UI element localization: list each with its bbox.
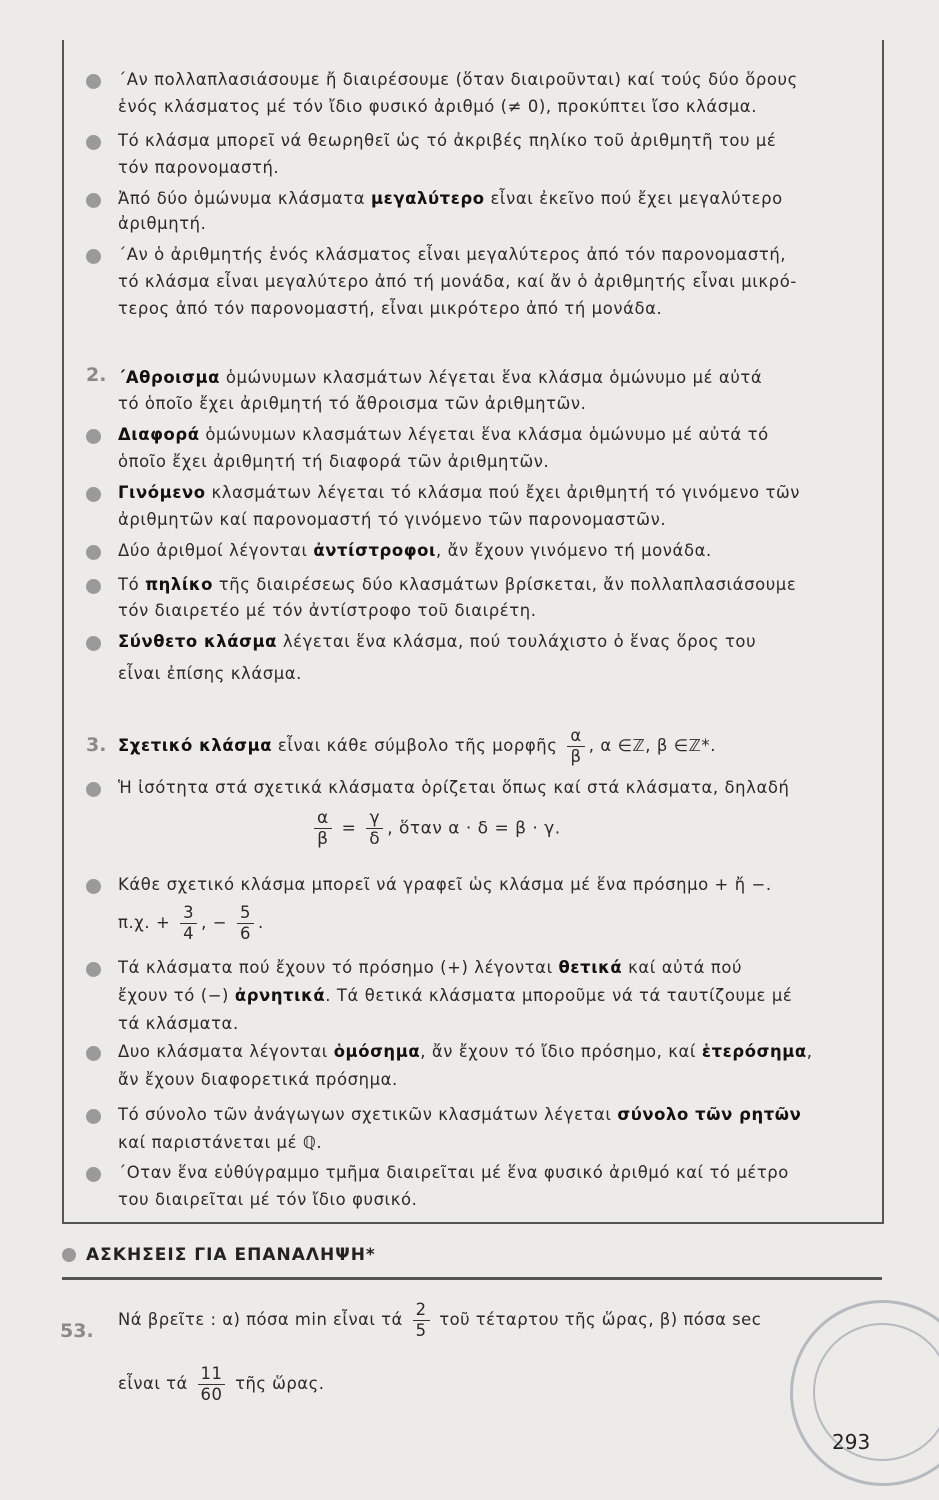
fraction: $\frac{2}{5}$: [413, 1300, 430, 1341]
bullet-icon: [86, 545, 101, 560]
fraction: $\frac{5}{6}$: [237, 903, 254, 944]
text-line: Διαφορά ὁμώνυμων κλασμάτων λέγεται ἕνα κλάσμα ὁμώνυμο μέ αὐτά τό: [118, 425, 769, 444]
text-line: καί παριστάνεται μέ ℚ.: [118, 1133, 323, 1152]
text-line: π.χ. + $\frac{3}{4}$ , − $\frac{5}{6}$ .: [118, 903, 264, 943]
fraction: $\frac{3}{4}$: [180, 903, 197, 944]
text-line: τόν παρονομαστή.: [118, 158, 280, 177]
fraction: $\frac{11}{60}$: [198, 1364, 226, 1405]
fraction: $\frac{\alpha}{\beta}$: [567, 726, 584, 767]
text-line: ἄν ἔχουν διαφορετικά πρόσημα.: [118, 1070, 398, 1089]
text-line: Ἡ ἰσότητα στά σχετικά κλάσματα ὁρίζεται ὅπως καί στά κλάσματα, δηλαδή: [118, 778, 790, 797]
text-line: Τά κλάσματα πού ἔχουν τό πρόσημο (+) λέγονται θετικά καί αὐτά πού: [118, 958, 743, 977]
text-line: ὁποῖο ἔχει ἀριθμητή τή διαφορά τῶν ἀριθμητῶν.: [118, 452, 550, 471]
exercise-line: Νά βρεῖτε : α) πόσα min εἶναι τά $\frac{2}{5}$ τοῦ τέταρτου τῆς ὥρας, β) πόσα sec: [118, 1300, 762, 1340]
library-stamp-icon: [790, 1300, 939, 1486]
text-line: ἀριθμητή.: [118, 214, 207, 233]
bullet-icon: [86, 1046, 101, 1061]
text-line: ἑνός κλάσματος μέ τόν ἴδιο φυσικό ἀριθμό (≠ 0), προκύπτει ἴσο κλάσμα.: [118, 97, 758, 116]
equality-formula: $\frac{\alpha}{\beta}$ = $\frac{\gamma}{\delta}$ , ὅταν α · δ = β · γ.: [310, 808, 561, 849]
bullet-icon: [62, 1248, 76, 1262]
bullet-icon: [86, 487, 101, 502]
text-line: τόν διαιρετέο μέ τόν ἀντίστροφο τοῦ διαιρέτη.: [118, 601, 537, 620]
bullet-icon: [86, 74, 101, 89]
divider: [62, 1277, 882, 1280]
text-line: Ἀπό δύο ὁμώνυμα κλάσματα μεγαλύτερο εἶναι ἐκεῖνο πού ἔχει μεγαλύτερο: [118, 189, 783, 208]
text-line: του διαιρεῖται μέ τόν ἴδιο φυσικό.: [118, 1190, 418, 1209]
page-number: 293: [832, 1430, 871, 1454]
exercise-line: εἶναι τά $\frac{11}{60}$ τῆς ὥρας.: [118, 1364, 325, 1404]
text-line: Τό κλάσμα μπορεῖ νά θεωρηθεῖ ὡς τό ἀκριβές πηλίκο τοῦ ἀριθμητῆ του μέ: [118, 131, 777, 150]
text-line: ΄Αν πολλαπλασιάσουμε ἤ διαιρέσουμε (ὅταν διαιροῦνται) καί τούς δύο ὅρους: [118, 70, 798, 89]
bullet-icon: [86, 1167, 101, 1182]
text-line: ΄Αν ὁ ἀριθμητής ἑνός κλάσματος εἶναι μεγαλύτερος ἀπό τόν παρονομαστή,: [118, 245, 787, 264]
text-line: τερος ἀπό τόν παρονομαστή, εἶναι μικρότερο ἀπό τή μονάδα.: [118, 299, 663, 318]
exercise-number: 53.: [60, 1320, 94, 1342]
text-line: Δύο ἀριθμοί λέγονται ἀντίστροφοι, ἄν ἔχουν γινόμενο τή μονάδα.: [118, 541, 712, 560]
fraction: $\frac{\alpha}{\beta}$: [314, 808, 332, 849]
text-line: ἔχουν τό (−) ἀρνητικά. Τά θετικά κλάσματα μποροῦμε νά τά ταυτίζουμε μέ: [118, 986, 793, 1005]
bullet-icon: [86, 1109, 101, 1124]
text-line: ΄Οταν ἕνα εὐθύγραμμο τμῆμα διαιρεῖται μέ ἕνα φυσικό ἀριθμό καί τό μέτρο: [118, 1163, 789, 1182]
section-number: 2.: [86, 364, 107, 386]
section-number: 3.: [86, 734, 107, 756]
text-line: Σχετικό κλάσμα εἶναι κάθε σύμβολο τῆς μορφῆς $\frac{\alpha}{\beta}$ , α ∈ℤ, β ∈ℤ*.: [118, 726, 717, 766]
text-line: Γινόμενο κλασμάτων λέγεται τό κλάσμα πού ἔχει ἀριθμητή τό γινόμενο τῶν: [118, 483, 801, 502]
text-line: τό κλάσμα εἶναι μεγαλύτερο ἀπό τή μονάδα, καί ἄν ὁ ἀριθμητής εἶναι μικρό-: [118, 272, 797, 291]
text-line: τό ὁποῖο ἔχει ἀριθμητή τό ἄθροισμα τῶν ἀριθμητῶν.: [118, 394, 587, 413]
bullet-icon: [86, 193, 101, 208]
text-line: Τό σύνολο τῶν ἀνάγωγων σχετικῶν κλασμάτων λέγεται σύνολο τῶν ρητῶν: [118, 1105, 802, 1124]
text-line: εἶναι ἐπίσης κλάσμα.: [118, 664, 302, 683]
bullet-icon: [86, 879, 101, 894]
text-line: ἀριθμητῶν καί παρονομαστή τό γινόμενο τῶν παρονομαστῶν.: [118, 510, 667, 529]
bullet-icon: [86, 636, 101, 651]
bullet-icon: [86, 429, 101, 444]
text-line: Κάθε σχετικό κλάσμα μπορεῖ νά γραφεῖ ὡς κλάσμα μέ ἕνα πρόσημο + ἤ −.: [118, 875, 772, 894]
text-line: τά κλάσματα.: [118, 1014, 239, 1033]
section-heading: ΑΣΚΗΣΕΙΣ ΓΙΑ ΕΠΑΝΑΛΗΨΗ*: [86, 1245, 376, 1265]
text-line: Σύνθετο κλάσμα λέγεται ἕνα κλάσμα, πού τουλάχιστο ὁ ἕνας ὅρος του: [118, 632, 757, 651]
bullet-icon: [86, 135, 101, 150]
bullet-icon: [86, 782, 101, 797]
bullet-icon: [86, 962, 101, 977]
text-line: Δυο κλάσματα λέγονται ὁμόσημα, ἄν ἔχουν τό ἴδιο πρόσημο, καί ἑτερόσημα,: [118, 1042, 813, 1061]
bullet-icon: [86, 249, 101, 264]
bullet-icon: [86, 579, 101, 594]
text-line: Τό πηλίκο τῆς διαιρέσεως δύο κλασμάτων βρίσκεται, ἄν πολλαπλασιάσουμε: [118, 575, 797, 594]
text-line: ΄Αθροισμα ὁμώνυμων κλασμάτων λέγεται ἕνα κλάσμα ὁμώνυμο μέ αὐτά: [118, 368, 763, 387]
fraction: $\frac{\gamma}{\delta}$: [366, 808, 383, 849]
